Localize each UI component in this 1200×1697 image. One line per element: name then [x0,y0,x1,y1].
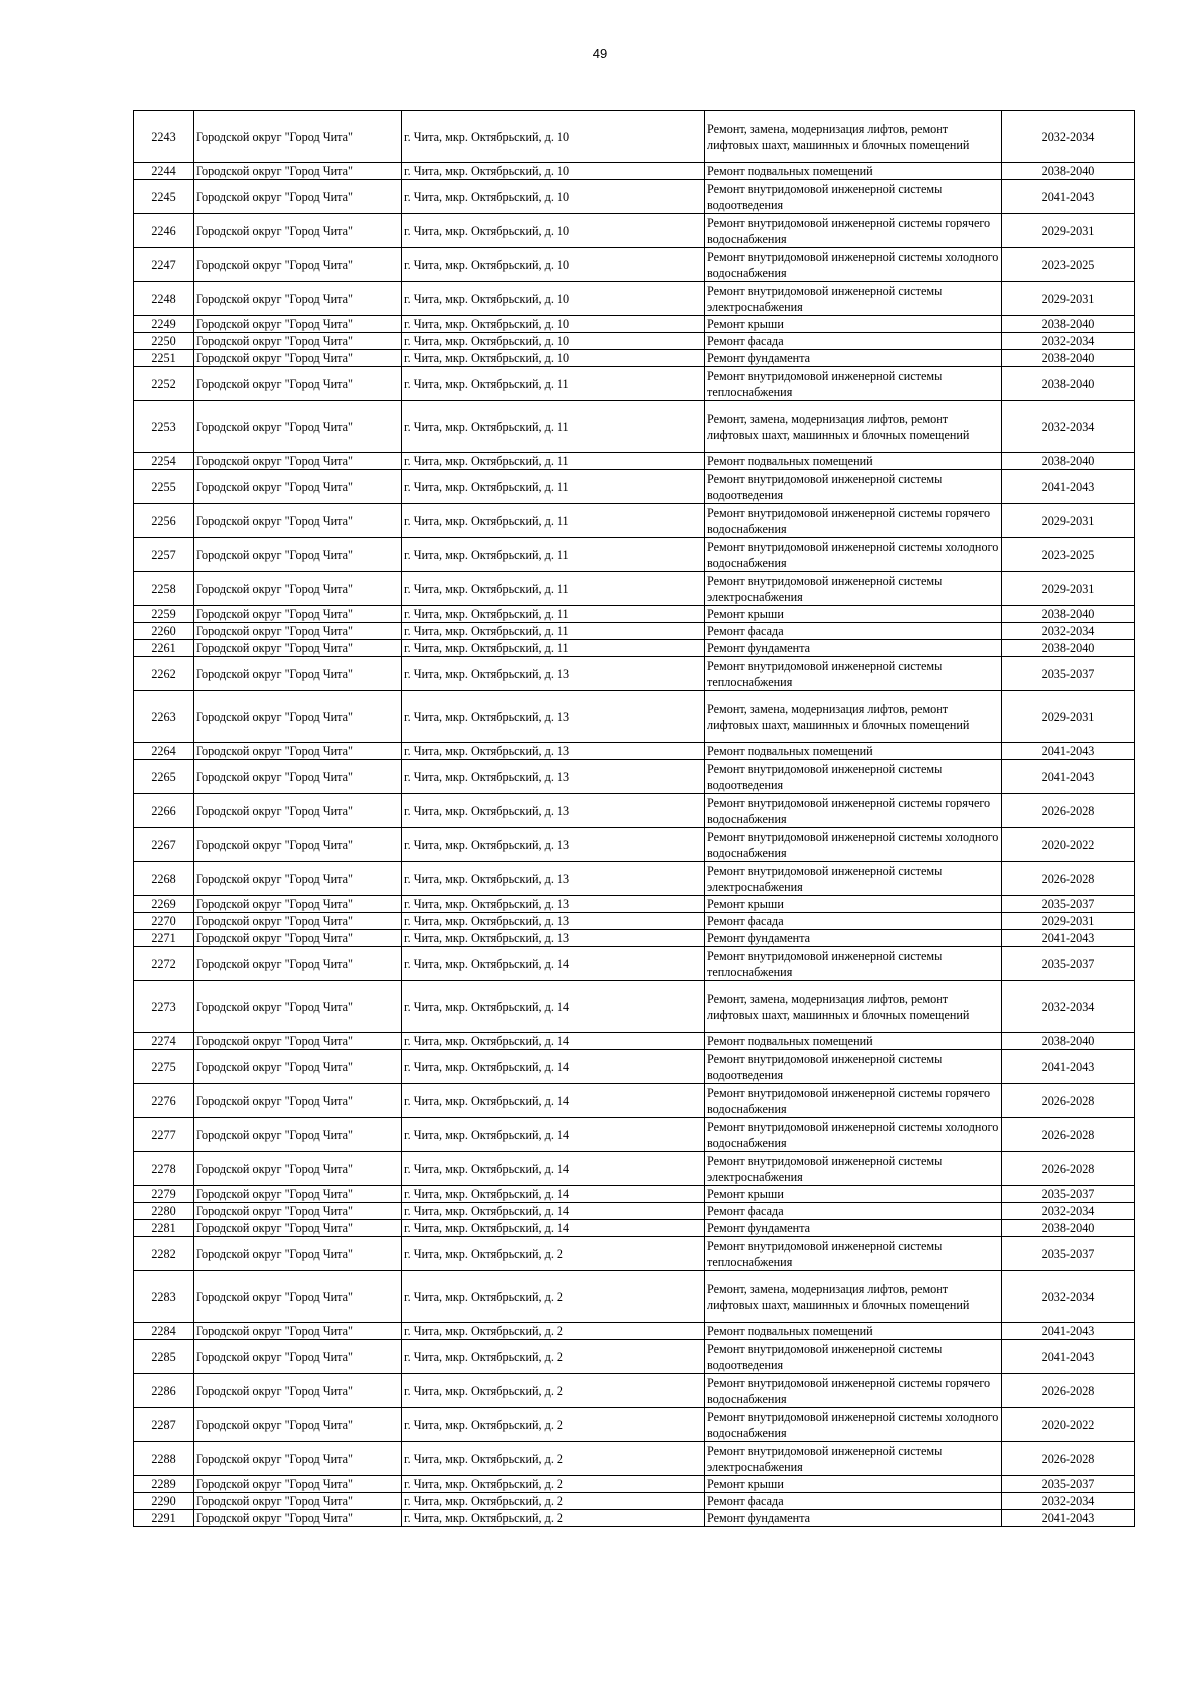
table-row [134,640,1135,657]
work-type-cell: Ремонт фасада [705,1203,1002,1220]
address-cell: г. Чита, мкр. Октябрьский, д. 13 [402,913,705,930]
table-row [134,760,1135,794]
period-cell: 2038-2040 [1002,453,1135,470]
address-cell: г. Чита, мкр. Октябрьский, д. 14 [402,1186,705,1203]
period-cell: 2038-2040 [1002,1220,1135,1237]
period-cell: 2035-2037 [1002,1237,1135,1271]
period-cell: 2041-2043 [1002,760,1135,794]
table-row [134,248,1135,282]
table-row [134,1510,1135,1527]
table-row [134,794,1135,828]
table-row [134,453,1135,470]
work-type-cell: Ремонт, замена, модернизация лифтов, ремонт лифтовых шахт, машинных и блочных помещений [705,401,1002,453]
table-row [134,828,1135,862]
work-type-cell: Ремонт внутридомовой инженерной системы водоотведения [705,180,1002,214]
row-number-cell: 2267 [134,828,194,862]
period-cell: 2038-2040 [1002,316,1135,333]
row-number-cell: 2266 [134,794,194,828]
work-type-cell: Ремонт крыши [705,896,1002,913]
row-number-cell: 2248 [134,282,194,316]
period-cell: 2032-2034 [1002,111,1135,163]
period-cell: 2038-2040 [1002,640,1135,657]
table-row [134,111,1135,163]
period-cell: 2023-2025 [1002,538,1135,572]
row-number-cell: 2259 [134,606,194,623]
work-type-cell: Ремонт крыши [705,316,1002,333]
row-number-cell: 2265 [134,760,194,794]
municipality-cell: Городской округ "Город Чита" [194,981,402,1033]
period-cell: 2026-2028 [1002,1374,1135,1408]
table-body [134,111,1135,1527]
municipality-cell: Городской округ "Город Чита" [194,350,402,367]
municipality-cell: Городской округ "Город Чита" [194,1323,402,1340]
table-row [134,1493,1135,1510]
municipality-cell: Городской округ "Город Чита" [194,1118,402,1152]
row-number-cell: 2257 [134,538,194,572]
period-cell: 2041-2043 [1002,930,1135,947]
address-cell: г. Чита, мкр. Октябрьский, д. 11 [402,572,705,606]
address-cell: г. Чита, мкр. Октябрьский, д. 10 [402,282,705,316]
period-cell: 2041-2043 [1002,1340,1135,1374]
municipality-cell: Городской округ "Город Чита" [194,1203,402,1220]
work-type-cell: Ремонт внутридомовой инженерной системы горячего водоснабжения [705,794,1002,828]
address-cell: г. Чита, мкр. Октябрьский, д. 10 [402,350,705,367]
work-type-cell: Ремонт, замена, модернизация лифтов, ремонт лифтовых шахт, машинных и блочных помещений [705,1271,1002,1323]
row-number-cell: 2276 [134,1084,194,1118]
period-cell: 2035-2037 [1002,1476,1135,1493]
address-cell: г. Чита, мкр. Октябрьский, д. 2 [402,1237,705,1271]
municipality-cell: Городской округ "Город Чита" [194,538,402,572]
municipality-cell: Городской округ "Город Чита" [194,248,402,282]
row-number-cell: 2258 [134,572,194,606]
table-row [134,214,1135,248]
municipality-cell: Городской округ "Город Чита" [194,640,402,657]
row-number-cell: 2275 [134,1050,194,1084]
table-row [134,538,1135,572]
municipality-cell: Городской округ "Город Чита" [194,794,402,828]
period-cell: 2026-2028 [1002,1118,1135,1152]
period-cell: 2026-2028 [1002,794,1135,828]
table-row [134,1118,1135,1152]
period-cell: 2032-2034 [1002,1271,1135,1323]
table-row [134,1374,1135,1408]
municipality-cell: Городской округ "Город Чита" [194,163,402,180]
work-type-cell: Ремонт внутридомовой инженерной системы холодного водоснабжения [705,1118,1002,1152]
row-number-cell: 2287 [134,1408,194,1442]
row-number-cell: 2291 [134,1510,194,1527]
page-number: 49 [592,46,608,61]
municipality-cell: Городской округ "Город Чита" [194,1510,402,1527]
work-type-cell: Ремонт фасада [705,333,1002,350]
period-cell: 2029-2031 [1002,282,1135,316]
row-number-cell: 2262 [134,657,194,691]
row-number-cell: 2255 [134,470,194,504]
table-row [134,606,1135,623]
table-row [134,1152,1135,1186]
row-number-cell: 2253 [134,401,194,453]
period-cell: 2035-2037 [1002,896,1135,913]
table-row [134,350,1135,367]
work-type-cell: Ремонт внутридомовой инженерной системы электроснабжения [705,1442,1002,1476]
work-type-cell: Ремонт фундамента [705,640,1002,657]
municipality-cell: Городской округ "Город Чита" [194,1408,402,1442]
address-cell: г. Чита, мкр. Октябрьский, д. 11 [402,367,705,401]
work-type-cell: Ремонт фасада [705,913,1002,930]
table-row [134,1271,1135,1323]
table-row [134,1203,1135,1220]
table-row [134,1408,1135,1442]
period-cell: 2029-2031 [1002,691,1135,743]
work-type-cell: Ремонт, замена, модернизация лифтов, ремонт лифтовых шахт, машинных и блочных помещений [705,111,1002,163]
municipality-cell: Городской округ "Город Чита" [194,1084,402,1118]
work-type-cell: Ремонт фундамента [705,1510,1002,1527]
work-type-cell: Ремонт фундамента [705,1220,1002,1237]
address-cell: г. Чита, мкр. Октябрьский, д. 10 [402,111,705,163]
municipality-cell: Городской округ "Город Чита" [194,572,402,606]
row-number-cell: 2261 [134,640,194,657]
municipality-cell: Городской округ "Город Чита" [194,453,402,470]
address-cell: г. Чита, мкр. Октябрьский, д. 10 [402,163,705,180]
table-row [134,282,1135,316]
work-type-cell: Ремонт внутридомовой инженерной системы водоотведения [705,1340,1002,1374]
row-number-cell: 2272 [134,947,194,981]
address-cell: г. Чита, мкр. Октябрьский, д. 14 [402,1152,705,1186]
period-cell: 2041-2043 [1002,1510,1135,1527]
table-row [134,862,1135,896]
row-number-cell: 2271 [134,930,194,947]
municipality-cell: Городской округ "Город Чита" [194,282,402,316]
row-number-cell: 2281 [134,1220,194,1237]
work-type-cell: Ремонт подвальных помещений [705,453,1002,470]
address-cell: г. Чита, мкр. Октябрьский, д. 11 [402,538,705,572]
row-number-cell: 2251 [134,350,194,367]
address-cell: г. Чита, мкр. Октябрьский, д. 14 [402,947,705,981]
row-number-cell: 2290 [134,1493,194,1510]
municipality-cell: Городской округ "Город Чита" [194,111,402,163]
period-cell: 2026-2028 [1002,1084,1135,1118]
table-row [134,470,1135,504]
work-type-cell: Ремонт подвальных помещений [705,743,1002,760]
period-cell: 2026-2028 [1002,1442,1135,1476]
municipality-cell: Городской округ "Город Чита" [194,691,402,743]
work-type-cell: Ремонт внутридомовой инженерной системы электроснабжения [705,282,1002,316]
table-row [134,930,1135,947]
row-number-cell: 2286 [134,1374,194,1408]
work-type-cell: Ремонт внутридомовой инженерной системы холодного водоснабжения [705,828,1002,862]
municipality-cell: Городской округ "Город Чита" [194,862,402,896]
municipality-cell: Городской округ "Город Чита" [194,504,402,538]
address-cell: г. Чита, мкр. Октябрьский, д. 13 [402,760,705,794]
address-cell: г. Чита, мкр. Октябрьский, д. 2 [402,1510,705,1527]
table-row [134,1340,1135,1374]
period-cell: 2041-2043 [1002,470,1135,504]
work-type-cell: Ремонт внутридомовой инженерной системы теплоснабжения [705,367,1002,401]
municipality-cell: Городской округ "Город Чита" [194,1442,402,1476]
work-type-cell: Ремонт подвальных помещений [705,1323,1002,1340]
table-row [134,180,1135,214]
repair-schedule-table [133,110,1135,1527]
period-cell: 2032-2034 [1002,1493,1135,1510]
municipality-cell: Городской округ "Город Чита" [194,1476,402,1493]
row-number-cell: 2246 [134,214,194,248]
address-cell: г. Чита, мкр. Октябрьский, д. 10 [402,333,705,350]
period-cell: 2026-2028 [1002,862,1135,896]
table-row [134,1237,1135,1271]
municipality-cell: Городской округ "Город Чита" [194,1220,402,1237]
period-cell: 2029-2031 [1002,913,1135,930]
address-cell: г. Чита, мкр. Октябрьский, д. 2 [402,1271,705,1323]
address-cell: г. Чита, мкр. Октябрьский, д. 14 [402,1220,705,1237]
work-type-cell: Ремонт внутридомовой инженерной системы холодного водоснабжения [705,538,1002,572]
work-type-cell: Ремонт фундамента [705,350,1002,367]
row-number-cell: 2282 [134,1237,194,1271]
municipality-cell: Городской округ "Город Чита" [194,214,402,248]
row-number-cell: 2278 [134,1152,194,1186]
municipality-cell: Городской округ "Город Чита" [194,657,402,691]
period-cell: 2038-2040 [1002,367,1135,401]
municipality-cell: Городской округ "Город Чита" [194,316,402,333]
row-number-cell: 2279 [134,1186,194,1203]
table-row [134,1476,1135,1493]
municipality-cell: Городской округ "Город Чита" [194,1340,402,1374]
work-type-cell: Ремонт внутридомовой инженерной системы теплоснабжения [705,1237,1002,1271]
table-row [134,1186,1135,1203]
municipality-cell: Городской округ "Город Чита" [194,1152,402,1186]
work-type-cell: Ремонт внутридомовой инженерной системы холодного водоснабжения [705,248,1002,282]
row-number-cell: 2263 [134,691,194,743]
municipality-cell: Городской округ "Город Чита" [194,896,402,913]
municipality-cell: Городской округ "Город Чита" [194,333,402,350]
table-row [134,896,1135,913]
work-type-cell: Ремонт внутридомовой инженерной системы водоотведения [705,760,1002,794]
row-number-cell: 2284 [134,1323,194,1340]
address-cell: г. Чита, мкр. Октябрьский, д. 2 [402,1476,705,1493]
work-type-cell: Ремонт внутридомовой инженерной системы горячего водоснабжения [705,1084,1002,1118]
municipality-cell: Городской округ "Город Чита" [194,930,402,947]
work-type-cell: Ремонт внутридомовой инженерной системы горячего водоснабжения [705,214,1002,248]
table-row [134,947,1135,981]
work-type-cell: Ремонт фасада [705,623,1002,640]
address-cell: г. Чита, мкр. Октябрьский, д. 11 [402,606,705,623]
row-number-cell: 2288 [134,1442,194,1476]
work-type-cell: Ремонт внутридомовой инженерной системы водоотведения [705,1050,1002,1084]
table-row [134,572,1135,606]
period-cell: 2038-2040 [1002,606,1135,623]
row-number-cell: 2247 [134,248,194,282]
period-cell: 2041-2043 [1002,743,1135,760]
work-type-cell: Ремонт внутридомовой инженерной системы электроснабжения [705,862,1002,896]
row-number-cell: 2252 [134,367,194,401]
work-type-cell: Ремонт внутридомовой инженерной системы теплоснабжения [705,657,1002,691]
period-cell: 2041-2043 [1002,1050,1135,1084]
period-cell: 2032-2034 [1002,333,1135,350]
work-type-cell: Ремонт внутридомовой инженерной системы горячего водоснабжения [705,504,1002,538]
table-row [134,1033,1135,1050]
row-number-cell: 2273 [134,981,194,1033]
row-number-cell: 2268 [134,862,194,896]
address-cell: г. Чита, мкр. Октябрьский, д. 10 [402,214,705,248]
address-cell: г. Чита, мкр. Октябрьский, д. 2 [402,1323,705,1340]
work-type-cell: Ремонт внутридомовой инженерной системы холодного водоснабжения [705,1408,1002,1442]
row-number-cell: 2285 [134,1340,194,1374]
municipality-cell: Городской округ "Город Чита" [194,760,402,794]
row-number-cell: 2250 [134,333,194,350]
period-cell: 2041-2043 [1002,180,1135,214]
address-cell: г. Чита, мкр. Октябрьский, д. 2 [402,1374,705,1408]
municipality-cell: Городской округ "Город Чита" [194,828,402,862]
address-cell: г. Чита, мкр. Октябрьский, д. 13 [402,930,705,947]
table-row [134,1220,1135,1237]
work-type-cell: Ремонт внутридомовой инженерной системы водоотведения [705,470,1002,504]
row-number-cell: 2243 [134,111,194,163]
work-type-cell: Ремонт фасада [705,1493,1002,1510]
table-row [134,743,1135,760]
table-row [134,1323,1135,1340]
municipality-cell: Городской округ "Город Чита" [194,1237,402,1271]
table-row [134,401,1135,453]
table-row [134,1084,1135,1118]
municipality-cell: Городской округ "Город Чита" [194,180,402,214]
municipality-cell: Городской округ "Город Чита" [194,623,402,640]
municipality-cell: Городской округ "Город Чита" [194,1493,402,1510]
work-type-cell: Ремонт крыши [705,1476,1002,1493]
municipality-cell: Городской округ "Город Чита" [194,1271,402,1323]
address-cell: г. Чита, мкр. Октябрьский, д. 10 [402,316,705,333]
period-cell: 2038-2040 [1002,163,1135,180]
row-number-cell: 2260 [134,623,194,640]
period-cell: 2029-2031 [1002,572,1135,606]
table-row [134,657,1135,691]
municipality-cell: Городской округ "Город Чита" [194,470,402,504]
address-cell: г. Чита, мкр. Октябрьский, д. 13 [402,828,705,862]
table-row [134,333,1135,350]
work-type-cell: Ремонт фундамента [705,930,1002,947]
work-type-cell: Ремонт крыши [705,1186,1002,1203]
address-cell: г. Чита, мкр. Октябрьский, д. 14 [402,1118,705,1152]
work-type-cell: Ремонт внутридомовой инженерной системы электроснабжения [705,572,1002,606]
period-cell: 2026-2028 [1002,1152,1135,1186]
address-cell: г. Чита, мкр. Октябрьский, д. 11 [402,401,705,453]
address-cell: г. Чита, мкр. Октябрьский, д. 13 [402,896,705,913]
address-cell: г. Чита, мкр. Октябрьский, д. 13 [402,657,705,691]
work-type-cell: Ремонт, замена, модернизация лифтов, ремонт лифтовых шахт, машинных и блочных помещений [705,981,1002,1033]
period-cell: 2038-2040 [1002,350,1135,367]
row-number-cell: 2264 [134,743,194,760]
table-row [134,691,1135,743]
period-cell: 2032-2034 [1002,623,1135,640]
address-cell: г. Чита, мкр. Октябрьский, д. 10 [402,248,705,282]
table-row [134,316,1135,333]
row-number-cell: 2274 [134,1033,194,1050]
municipality-cell: Городской округ "Город Чита" [194,947,402,981]
work-type-cell: Ремонт крыши [705,606,1002,623]
row-number-cell: 2280 [134,1203,194,1220]
address-cell: г. Чита, мкр. Октябрьский, д. 11 [402,640,705,657]
period-cell: 2020-2022 [1002,828,1135,862]
row-number-cell: 2256 [134,504,194,538]
row-number-cell: 2270 [134,913,194,930]
municipality-cell: Городской округ "Город Чита" [194,1186,402,1203]
period-cell: 2035-2037 [1002,657,1135,691]
period-cell: 2020-2022 [1002,1408,1135,1442]
work-type-cell: Ремонт подвальных помещений [705,1033,1002,1050]
work-type-cell: Ремонт внутридомовой инженерной системы горячего водоснабжения [705,1374,1002,1408]
work-type-cell: Ремонт внутридомовой инженерной системы электроснабжения [705,1152,1002,1186]
municipality-cell: Городской округ "Город Чита" [194,367,402,401]
period-cell: 2029-2031 [1002,214,1135,248]
address-cell: г. Чита, мкр. Октябрьский, д. 2 [402,1493,705,1510]
period-cell: 2035-2037 [1002,947,1135,981]
row-number-cell: 2269 [134,896,194,913]
municipality-cell: Городской округ "Город Чита" [194,743,402,760]
address-cell: г. Чита, мкр. Октябрьский, д. 2 [402,1340,705,1374]
table-row [134,981,1135,1033]
row-number-cell: 2249 [134,316,194,333]
table-row [134,1050,1135,1084]
address-cell: г. Чита, мкр. Октябрьский, д. 2 [402,1408,705,1442]
row-number-cell: 2289 [134,1476,194,1493]
table-row [134,504,1135,538]
address-cell: г. Чита, мкр. Октябрьский, д. 14 [402,1203,705,1220]
work-type-cell: Ремонт, замена, модернизация лифтов, ремонт лифтовых шахт, машинных и блочных помещений [705,691,1002,743]
address-cell: г. Чита, мкр. Октябрьский, д. 13 [402,691,705,743]
address-cell: г. Чита, мкр. Октябрьский, д. 14 [402,981,705,1033]
address-cell: г. Чита, мкр. Октябрьский, д. 11 [402,453,705,470]
work-type-cell: Ремонт подвальных помещений [705,163,1002,180]
period-cell: 2041-2043 [1002,1323,1135,1340]
row-number-cell: 2245 [134,180,194,214]
table-row [134,163,1135,180]
address-cell: г. Чита, мкр. Октябрьский, д. 13 [402,794,705,828]
municipality-cell: Городской округ "Город Чита" [194,1374,402,1408]
period-cell: 2032-2034 [1002,1203,1135,1220]
work-type-cell: Ремонт внутридомовой инженерной системы теплоснабжения [705,947,1002,981]
period-cell: 2032-2034 [1002,981,1135,1033]
row-number-cell: 2283 [134,1271,194,1323]
municipality-cell: Городской округ "Город Чита" [194,606,402,623]
period-cell: 2038-2040 [1002,1033,1135,1050]
address-cell: г. Чита, мкр. Октябрьский, д. 2 [402,1442,705,1476]
address-cell: г. Чита, мкр. Октябрьский, д. 11 [402,504,705,538]
municipality-cell: Городской округ "Город Чита" [194,1033,402,1050]
table-row [134,913,1135,930]
table-row [134,1442,1135,1476]
municipality-cell: Городской округ "Город Чита" [194,401,402,453]
period-cell: 2035-2037 [1002,1186,1135,1203]
row-number-cell: 2277 [134,1118,194,1152]
table-row [134,623,1135,640]
period-cell: 2032-2034 [1002,401,1135,453]
address-cell: г. Чита, мкр. Октябрьский, д. 11 [402,623,705,640]
address-cell: г. Чита, мкр. Октябрьский, д. 14 [402,1084,705,1118]
address-cell: г. Чита, мкр. Октябрьский, д. 14 [402,1033,705,1050]
address-cell: г. Чита, мкр. Октябрьский, д. 10 [402,180,705,214]
period-cell: 2029-2031 [1002,504,1135,538]
row-number-cell: 2254 [134,453,194,470]
address-cell: г. Чита, мкр. Октябрьский, д. 13 [402,743,705,760]
municipality-cell: Городской округ "Город Чита" [194,913,402,930]
table-row [134,367,1135,401]
address-cell: г. Чита, мкр. Октябрьский, д. 11 [402,470,705,504]
address-cell: г. Чита, мкр. Октябрьский, д. 14 [402,1050,705,1084]
address-cell: г. Чита, мкр. Октябрьский, д. 13 [402,862,705,896]
period-cell: 2023-2025 [1002,248,1135,282]
row-number-cell: 2244 [134,163,194,180]
municipality-cell: Городской округ "Город Чита" [194,1050,402,1084]
